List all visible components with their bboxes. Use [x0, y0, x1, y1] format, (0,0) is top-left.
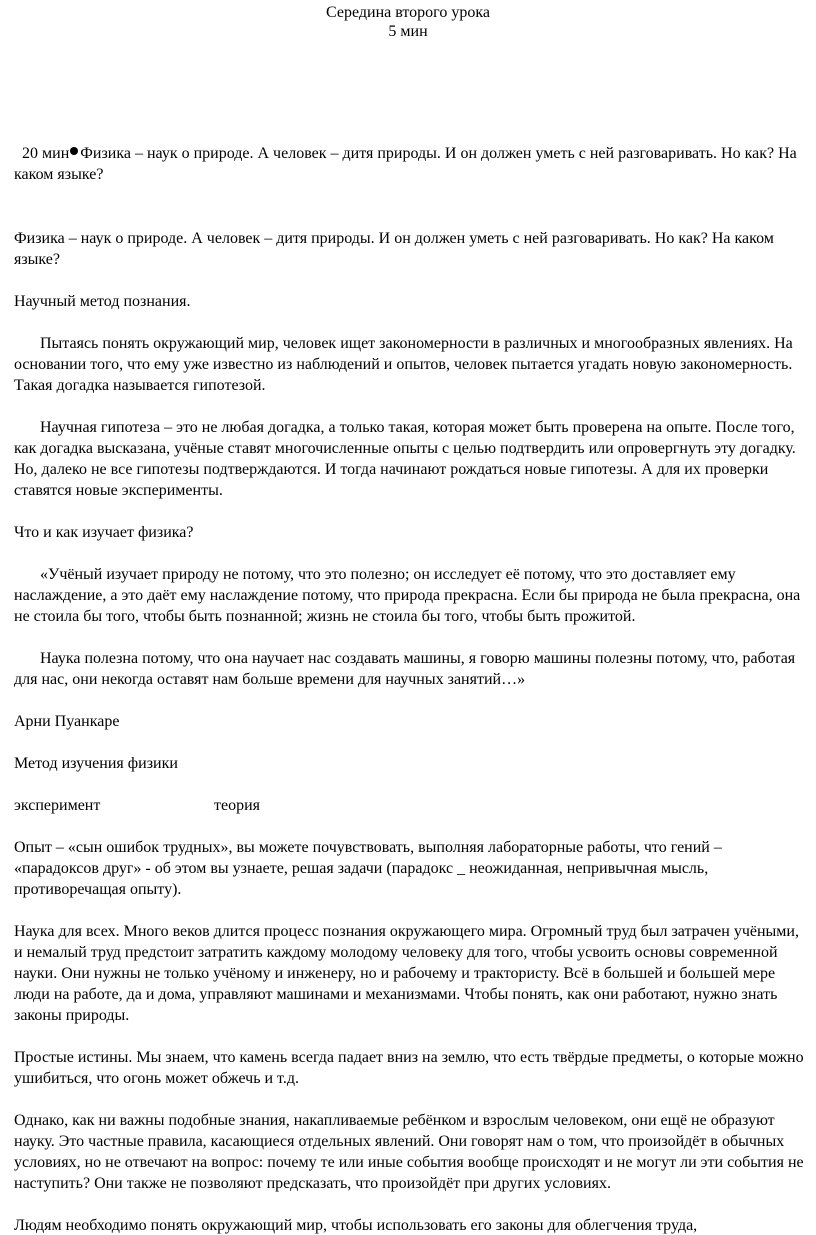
experience-paragraph: Опыт – «сын ошибок трудных», вы можете почувствовать, выполняя лабораторные работы, что гений – «парадоксов друг» - об этом вы узнаете, решая задачи (парадокс _ неожиданная, непривычная мысль, противоречащая опыту).: [14, 839, 722, 898]
document-body: [14, 143, 804, 1235]
intro-time: 20 мин: [22, 145, 70, 162]
quote-paragraph-2: Наука полезна потому, что она научает нас создавать машины, я говорю машины полезны потому, что, работая для нас, они некогда оставят нам больше времени для научных занятий…»: [14, 650, 796, 688]
lesson-stage-title: Середина второго урока: [326, 4, 490, 21]
lesson-header: [0, 3, 816, 41]
method-heading: Научный метод познания.: [14, 293, 191, 310]
repeat-paragraph: Физика – наук о природе. А человек – дитя природы. И он должен уметь с ней разговаривать. Но как? На каком языке?: [14, 230, 774, 268]
experiment-label: эксперимент: [14, 797, 101, 814]
hypothesis-paragraph-2: Научная гипотеза – это не любая догадка, а только такая, которая может быть проверена на опыте. После того, как догадка высказана, учёные ставят многочисленные опыты с целью подтвердить или опровергнуть эту догадку. Но, далеко не все гипотезы подтверждаются. И тогда начинают рождаться новые гипотезы. А для их проверки ставятся новые эксперименты.: [14, 419, 796, 499]
bullet-icon: [70, 147, 78, 155]
cutoff-paragraph: Людям необходимо понять окружающий мир, чтобы использовать его законы для облегчения труда,: [14, 1217, 698, 1234]
simple-truths-paragraph: Простые истины. Мы знаем, что камень всегда падает вниз на землю, что есть твёрдые предметы, о которые можно ушибиться, что огонь может обжечь и т.д.: [14, 1049, 804, 1087]
theory-label: теория: [214, 797, 261, 814]
lesson-stage-duration: 5 мин: [388, 23, 428, 40]
method-labels-row: [14, 795, 804, 816]
intro-text: Физика – наук о природе. А человек – дитя природы. И он должен уметь с ней разговаривать. Но как? На каком языке?: [14, 145, 797, 183]
quote-author: Арни Пуанкаре: [14, 713, 120, 730]
intro-paragraph: [14, 143, 804, 185]
science-for-all-paragraph: Наука для всех. Много веков длится процесс познания окружающего мира. Огромный труд был затрачен учёными, и немалый труд предстоит затратить каждому молодому человеку для того, чтобы усвоить основы современной науки. Они нужны не только учёному и инженеру, но и рабочему и трактористу. Всё в большей и большей мере люди на работе, да и дома, управляют машинами и механизмами. Чтобы понять, как они работают, нужно знать законы природы.: [14, 923, 799, 1024]
however-paragraph: Однако, как ни важны подобные знания, накапливаемые ребёнком и взрослым человеком, они ещё не образуют науку. Это частные правила, касающиеся отдельных явлений. Они говорят нам о том, что произойдёт в обычных условиях, но не отвечают на вопрос: почему те или иные события вообще происходят и не могут ли эти события не наступить? Они также не позволяют предсказать, что произойдёт при других условиях.: [14, 1112, 804, 1192]
study-method-heading: Метод изучения физики: [14, 755, 178, 772]
quote-paragraph-1: «Учёный изучает природу не потому, что это полезно; он исследует её потому, что это доставляет ему наслаждение, а это даёт ему наслаждение потому, что природа прекрасна. Если бы природа не была прекрасна, она не стоила бы того, чтобы быть познанной; жизнь не стоила бы того, чтобы быть прожитой.: [14, 566, 801, 625]
hypothesis-paragraph-1: Пытаясь понять окружающий мир, человек ищет закономерности в различных и многообразных явлениях. На основании того, что ему уже известно из наблюдений и опытов, человек пытается угадать новую закономерность. Такая догадка называется гипотезой.: [14, 335, 793, 394]
what-physics-heading: Что и как изучает физика?: [14, 524, 194, 541]
